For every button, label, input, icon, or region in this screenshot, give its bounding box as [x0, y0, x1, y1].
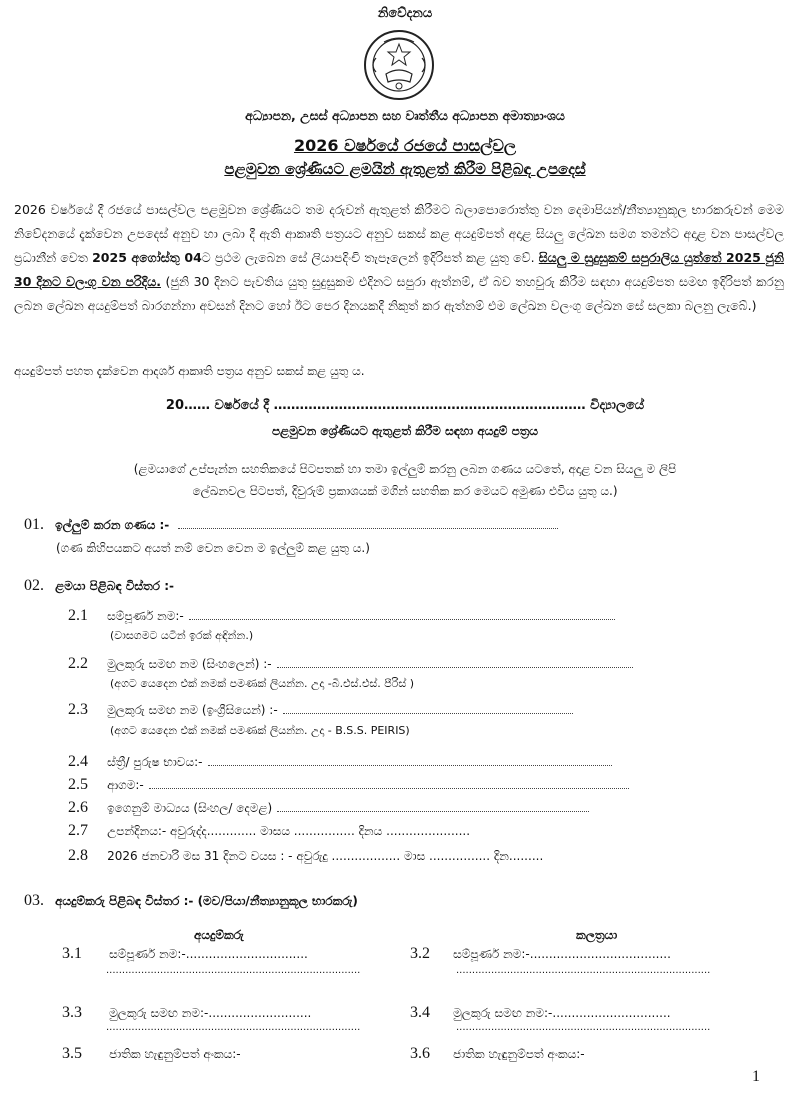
notice-heading: නිවේදනය	[377, 6, 433, 21]
item-2-1-note: (වාසගමට යටින් ඉරක් අඳින්න.)	[110, 629, 254, 642]
item-3-5: 3.5 ජාතික හැඳුනුම්පත් අංකය:-	[62, 1045, 241, 1062]
doc-title-line2: පළමුවන ශ්‍රේණියට ළමයින් ඇතුළත් කිරීම පිළිබඳ උපදෙස්	[224, 160, 586, 178]
form-school-line: 20…… වර්ෂයේ දී ……………………………………………………………… විද්‍යාලයේ	[165, 398, 645, 413]
form-title: පළමුවන ශ්‍රේණියට ඇතුළත් කිරීම සඳහා අයදුම් පත්‍රය	[271, 424, 539, 438]
item-2-2: 2.2 මුලකුරු සමඟ නම (සිංහලෙන්) :-	[68, 653, 633, 673]
item-2-4: 2.4 ස්ත්‍රී/ පුරුෂ භාවය:-	[68, 751, 612, 771]
item-3-4-continuation[interactable]: ................................................................................	[456, 1022, 711, 1033]
section1-field[interactable]	[178, 516, 558, 529]
form-instructions-line1: (ළමයාගේ උප්පැන්න සහතිකයේ පිටපතක් හා තමා ඉල්ලුම් කරනු ලබන ගණය යටතේ, අදාළ වන සියලු ම ලිපි	[133, 462, 677, 476]
intro-part3: (ජුනි 30 දිනට පැවතිය යුතු සුදුසුකම එදිනට සපුරා ඇත්නම්, ඒ බව තහවුරු කිරීම සඳහා අයදුම්පත සමඟ ඉදිරිපත් කරනු ලබන ලේඛන අයදුම්පත් බාරගන්නා අවසන් දිනට හෝ ඊට පෙර දිනයකදී නිකුත් කර ඇත්නම් එම ලේඛන වලංගු ලේඛන සේ සලකා බලනු ලැබේ.)	[14, 274, 784, 313]
national-emblem-icon	[362, 28, 436, 102]
section3-heading: 03. අයදුම්කරු පිළිබඳ විස්තර :- (මව/පියා/නීත්‍යානුකූල භාරකරු)	[24, 892, 358, 909]
item-3-3-continuation[interactable]: ................................................................................	[106, 1022, 361, 1033]
item-3-1: 3.1 සම්පූර්ණ නම:-................................	[62, 945, 308, 962]
item-3-2: 3.2 සම්පූර්ණ නම:-.....................................	[410, 945, 671, 962]
page-number: 1	[752, 1068, 760, 1085]
item-2-6: 2.6 ඉගෙනුම් මාධ්‍යය (සිංහල/ දෙමළ)	[68, 797, 589, 817]
applicant-column-heading: අයදුම්කරු	[194, 928, 244, 942]
item-2-5: 2.5 ආගම:-	[68, 774, 629, 794]
item-2-7: 2.7 උපන්දිනය:- අවුරුද්ද............. මාසය ................ දිනය ......................	[68, 822, 471, 839]
intro-criteria: සියලු ම සුදුසුකම් සපුරාලිය යුත්තේ 2025 ජුනි 30 දිනට වලංගු වන පරිදිය.	[14, 250, 784, 289]
spouse-column-heading: කලත්‍රයා	[576, 928, 618, 942]
item-2-3-note: (අගට යෙදෙන එක් නමක් පමණක් ලියන්න. උදා - B.S.S. PEIRIS)	[110, 724, 410, 737]
item-2-3: 2.3 මුලකුරු සමඟ නම (ඉංග්‍රීසියෙන්) :-	[68, 699, 573, 719]
name-english-field[interactable]	[283, 701, 573, 714]
intro-paragraph	[14, 198, 784, 318]
item-2-2-note: (අගට යෙදෙන එක් නමක් පමණක් ලියන්න. උදා -බී.එස්.එස්. පීරිස් )	[110, 677, 415, 690]
item-3-6: 3.6 ජාතික හැඳුනුම්පත් අංකය:-	[410, 1045, 585, 1062]
medium-field[interactable]	[277, 799, 589, 812]
section2-heading: 02. ළමයා පිළිබඳ විස්තර :-	[24, 577, 174, 594]
intro-part2: ට ප්‍රථම ලැබෙන සේ ලියාපදිංචි තැපෑලෙන් ඉදිරිපත් කළ යුතු වේ.	[201, 250, 539, 265]
doc-title-line1: 2026 වර්ෂයේ රජයේ පාසල්වල	[293, 136, 517, 155]
item-3-2-continuation[interactable]: ................................................................................	[456, 965, 711, 976]
religion-field[interactable]	[149, 776, 629, 789]
item-2-8: 2.8 2026 ජනවාරි මස 31 දිනට වයස : - අවුරුදු .................. මාස ................ දින.........	[68, 847, 544, 864]
item-3-4: 3.4 මුලකුරු සමඟ නම:-...............................	[410, 1004, 671, 1021]
full-name-field[interactable]	[189, 607, 615, 620]
item-3-3: 3.3 මුලකුරු සමඟ නම:-...........................	[62, 1004, 312, 1021]
name-sinhala-field[interactable]	[277, 655, 633, 668]
item-3-1-continuation[interactable]: ................................................................................	[106, 965, 361, 976]
section1-note: (ගණ කිහිපයකට අයත් නම් වෙන වෙන ම ඉල්ලුම් කළ යුතු ය.)	[56, 541, 370, 555]
form-note: අයදුම්පත් පහත දැක්වෙන ආදර්ශ ආකෘති පත්‍රය අනුව සකස් කළ යුතු ය.	[14, 364, 365, 378]
gender-field[interactable]	[208, 753, 612, 766]
ministry-name: අධ්‍යාපන, උසස් අධ්‍යාපන සහ වෘත්තීය අධ්‍යාපන අමාත්‍යාංශය	[245, 108, 565, 123]
item-2-1: 2.1 සම්පූර්ණ නම:-	[68, 605, 615, 625]
intro-date: 2025 අගෝස්තු 04	[92, 250, 202, 265]
intro-part1: 2026 වර්ෂයේ දී රජයේ පාසල්වල පළමුවන ශ්‍රේණියට තම දරුවන් ඇතුළත් කිරීමට බලාපොරොත්තු වන දෙමාපියන්/නීත්‍යානුකූල භාරකරුවන් මෙම නිවේදනයේ දැක්වෙන උපදෙස් අනුව හා ලබා දී ඇති ආකෘති පත්‍රයට අනුව සකස් කළ අයදුම්පත් අදාළ සියලු ලේඛන සමග තමන්ට අදාළ වන පාසල්වල ප්‍රධානීන් වෙත	[14, 202, 784, 265]
form-instructions-line2: ලේඛනවල පිටපත්, දිවුරුම් ප්‍රකාශයක් මගින් සහතික කර මෙයට අමුණා එවිය යුතු ය.)	[192, 484, 618, 498]
section1-heading: 01. ඉල්ලුම් කරන ගණය :-	[24, 514, 558, 534]
